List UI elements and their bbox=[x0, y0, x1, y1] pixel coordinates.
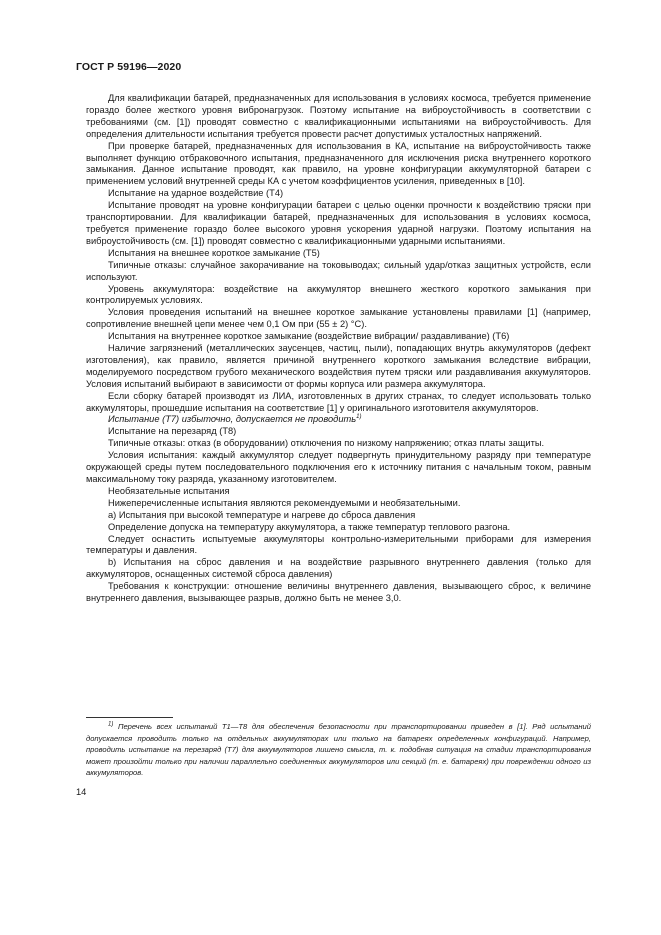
paragraph: Типичные отказы: отказ (в оборудовании) отключения по низкому напряжению; отказ платы защиты. bbox=[108, 438, 545, 449]
main-text bbox=[86, 93, 591, 605]
footnote-divider bbox=[86, 717, 173, 718]
document-header: ГОСТ Р 59196—2020 bbox=[76, 61, 182, 73]
paragraph: Наличие загрязнений (металлических заусенцев, частиц, пыли), попадающих внутрь аккумуляторов (дефект изготовления), как правило, является причиной внутреннего короткого замыкания вследствие вибрации, моделируемого посредством грубого механического воздействия путем тряски или раздавливания аккумуляторов. Условия испытаний выбирают в зависимости от формы корпуса или размера аккумулятора. bbox=[86, 343, 591, 389]
page-number: 14 bbox=[76, 787, 87, 797]
section-heading: Испытания на внутреннее короткое замыкание (воздействие вибрации/ раздавливание) (Т6) bbox=[108, 331, 510, 342]
paragraph: Для квалификации батарей, предназначенных для использования в условиях космоса, требуется применение гораздо более жесткого уровня вибронагрузок. Поэтому испытание на виброустойчивость в соответствии с требованиями (см. [1]) проводят совместно с квалификационными испытаниями на виброустойчивость. Для определения длительности испытания требуется провести расчет допустимых усталостных напряжений. bbox=[86, 93, 591, 139]
footnote-ref: 1) bbox=[356, 414, 362, 421]
section-heading: Испытания на внешнее короткое замыкание (Т5) bbox=[108, 247, 320, 258]
footnote-text: Перечень всех испытаний Т1—Т8 для обеспечения безопасности при транспортировании приведен в [1]. Ряд испытаний допускается проводить только на отдельных аккумуляторах или только на батареях определенных конфигураций. Например, проводить испытание на перезаряд (Т7) для аккумуляторов лишено смысла, т. к. подобная ситуация на стадии транспортирования может произойти только при наличии параллельно соединенных аккумуляторов или секций (т. е. батареях) при повреждении одного из аккумуляторов. bbox=[86, 722, 591, 778]
paragraph: Требования к конструкции: отношение величины внутреннего давления, вызывающего сброс, к величине внутреннего давления, вызывающее разрыв, должно быть не менее 3,0. bbox=[86, 581, 591, 604]
section-heading: Необязательные испытания bbox=[108, 485, 230, 496]
paragraph: Типичные отказы: случайное закорачивание на токовыводах; сильный удар/отказ защитных устройств, если используют. bbox=[86, 259, 591, 282]
italic-note bbox=[86, 414, 591, 426]
paragraph: Если сборку батарей производят из ЛИА, изготовленных в других странах, то следует использовать только аккумуляторы, прошедшие испытания на соответствие [1] у оригинального изготовителя аккумуляторов. bbox=[86, 390, 591, 413]
paragraph: Уровень аккумулятора: воздействие на аккумулятор внешнего жесткого короткого замыкания при контролируемых условиях. bbox=[86, 283, 591, 306]
paragraph: Испытание проводят на уровне конфигурации батареи с целью оценки прочности к воздействию тряски при транспортировании. Для квалификации батарей, предназначенных для использования в условиях космоса, требуется применение гораздо более высокого уровня ускорения ударной нагрузки. Поэтому испытания на виброустойчивость (см. [1]) проводят совместно с квалификационными ударными испытаниями. bbox=[86, 200, 591, 246]
paragraph: Следует оснастить испытуемые аккумуляторы контрольно-измерительными приборами для измерения температуры и давления. bbox=[86, 533, 591, 556]
section-heading: Испытание на перезаряд (Т8) bbox=[108, 426, 237, 437]
list-item: b) Испытания на сброс давления и на воздействие разрывного внутреннего давления (только для аккумуляторов, оснащенных системой сброса давления) bbox=[86, 557, 591, 580]
paragraph: При проверке батарей, предназначенных для использования в КА, испытание на виброустойчивость также выполняет функцию отбраковочного испытания, предназначенного для исключения риска внутреннего короткого замыкания. Данное испытание проводят, как правило, на уровне конфигурации аккумуляторной батареи с применением условий внутренней среды КА с учетом коэффициентов усиления, приведенных в [10]. bbox=[86, 140, 591, 187]
paragraph: Определение допуска на температуру аккумулятора, а также температур теплового разгона. bbox=[108, 521, 511, 532]
list-item: а) Испытания при высокой температуре и нагреве до сброса давления bbox=[108, 509, 416, 520]
section-heading: Испытание на ударное воздействие (Т4) bbox=[108, 188, 284, 199]
paragraph: Нижеперечисленные испытания являются рекомендуемыми и необязательными. bbox=[108, 497, 461, 508]
paragraph: Условия испытания: каждый аккумулятор следует подвергнуть принудительному разряду при температуре окружающей среды путем последовательного подключения его к источнику питания с начальным током, равным максимальному току разряда, указанному изготовителем. bbox=[86, 450, 591, 484]
paragraph: Условия проведения испытаний на внешнее короткое замыкание установлены правилами [1] (например, сопротивление внешней цепи менее чем 0,1 Ом при (55 ± 2) °С). bbox=[86, 307, 591, 330]
italic-note-text: Испытание (Т7) избыточно, допускается не проводить bbox=[108, 414, 357, 425]
footnote-marker: 1) bbox=[108, 721, 114, 728]
footnote bbox=[86, 721, 591, 779]
